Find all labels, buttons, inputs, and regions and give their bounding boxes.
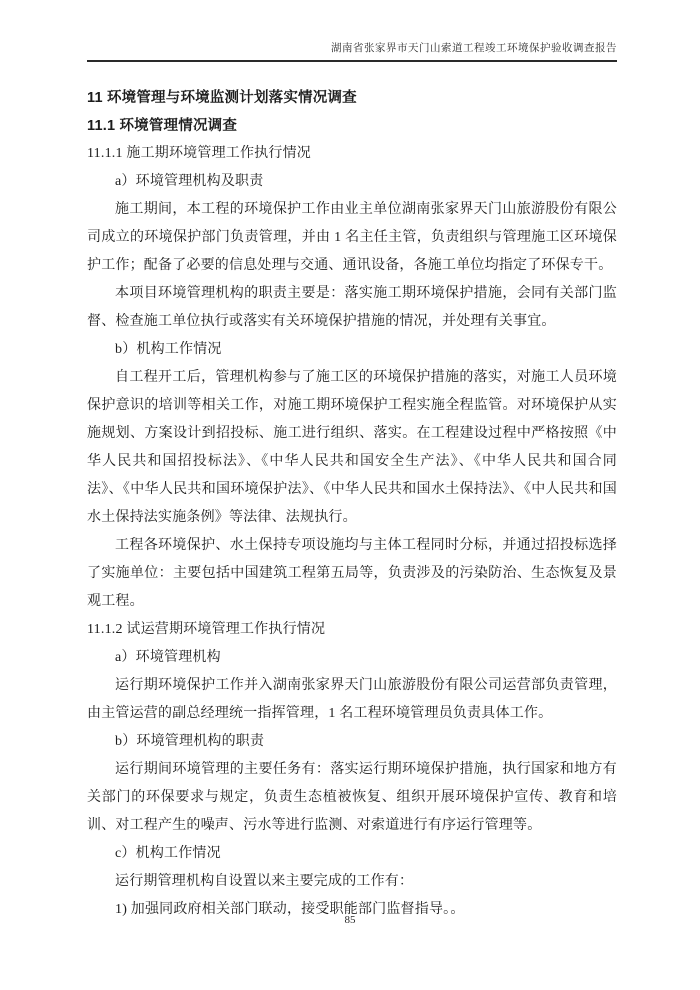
- paragraph-bidding-contractors: 工程各环境保护、水土保持专项设施均与主体工程同时分标，并通过招投标选择了实施单位：主要包括中国建筑工程第五局等，负责涉及的污染防治、生态恢复及景观工程。: [87, 538, 617, 609]
- heading-subsection-11-1-2: 11.1.2 试运营期环境管理工作执行情况: [87, 622, 326, 637]
- paragraph-completed-work-intro: 运行期管理机构自设置以来主要完成的工作有：: [115, 874, 414, 889]
- page-number: 85: [344, 914, 356, 926]
- heading-section-11-1: 11.1 环境管理情况调查: [87, 118, 238, 134]
- paragraph-operation-org: 运行期环境保护工作并入湖南张家界天门山旅游股份有限公司运营部负责管理，由主管运营的副总经理统一指挥管理，1 名工程环境管理员负责具体工作。: [87, 678, 617, 721]
- header-rule: [87, 60, 617, 62]
- item-b-org-work-status: b）机构工作情况: [115, 342, 222, 357]
- paragraph-construction-org: 施工期间，本工程的环境保护工作由业主单位湖南张家界天门山旅游股份有限公司成立的环境保护部门负责管理，并由 1 名主任主管，负责组织与管理施工区环境保护工作；配备了必要的信息处理与交通、通讯设备，各施工单位均指定了环保专干。: [87, 202, 617, 273]
- item-a-org-and-duties: a）环境管理机构及职责: [115, 174, 264, 189]
- paragraph-operation-tasks: 运行期间环境管理的主要任务有：落实运行期环境保护措施，执行国家和地方有关部门的环保要求与规定，负责生态植被恢复、组织开展环境保护宣传、教育和培训、对工程产生的噪声、污水等进行监测、对索道进行有序运行管理等。: [87, 762, 617, 833]
- item-c-org-work-status: c）机构工作情况: [115, 846, 221, 861]
- heading-subsection-11-1-1: 11.1.1 施工期环境管理工作执行情况: [87, 146, 311, 161]
- heading-chapter-11: 11 环境管理与环境监测计划落实情况调查: [87, 90, 357, 106]
- list-item-1-government-liaison: 1) 加强同政府相关部门联动，接受职能部门监督指导。。: [115, 902, 465, 917]
- paragraph-org-duties: 本项目环境管理机构的职责主要是：落实施工期环境保护措施，会同有关部门监督、检查施工单位执行或落实有关环境保护措施的情况，并处理有关事宜。: [87, 286, 617, 329]
- document-body: [87, 84, 617, 924]
- paragraph-work-after-start: 自工程开工后，管理机构参与了施工区的环境保护措施的落实，对施工人员环境保护意识的培训等相关工作，对施工期环境保护工程实施全程监管。对环境保护从实施规划、方案设计到招投标、施工进行组织、落实。在工程建设过程中严格按照《中华人民共和国招投标法》、《中华人民共和国安全生产法》、《中华人民共和国合同法》、《中华人民共和国环境保护法》、《中华人民共和国水土保持法》、《中人民共和国水土保持法实施条例》等法律、法规执行。: [87, 370, 617, 525]
- running-header-title: 湖南省张家界市天门山索道工程竣工环境保护验收调查报告: [331, 43, 617, 54]
- item-a-operation-org: a）环境管理机构: [115, 650, 221, 665]
- item-b-operation-duties: b）环境管理机构的职责: [115, 734, 265, 749]
